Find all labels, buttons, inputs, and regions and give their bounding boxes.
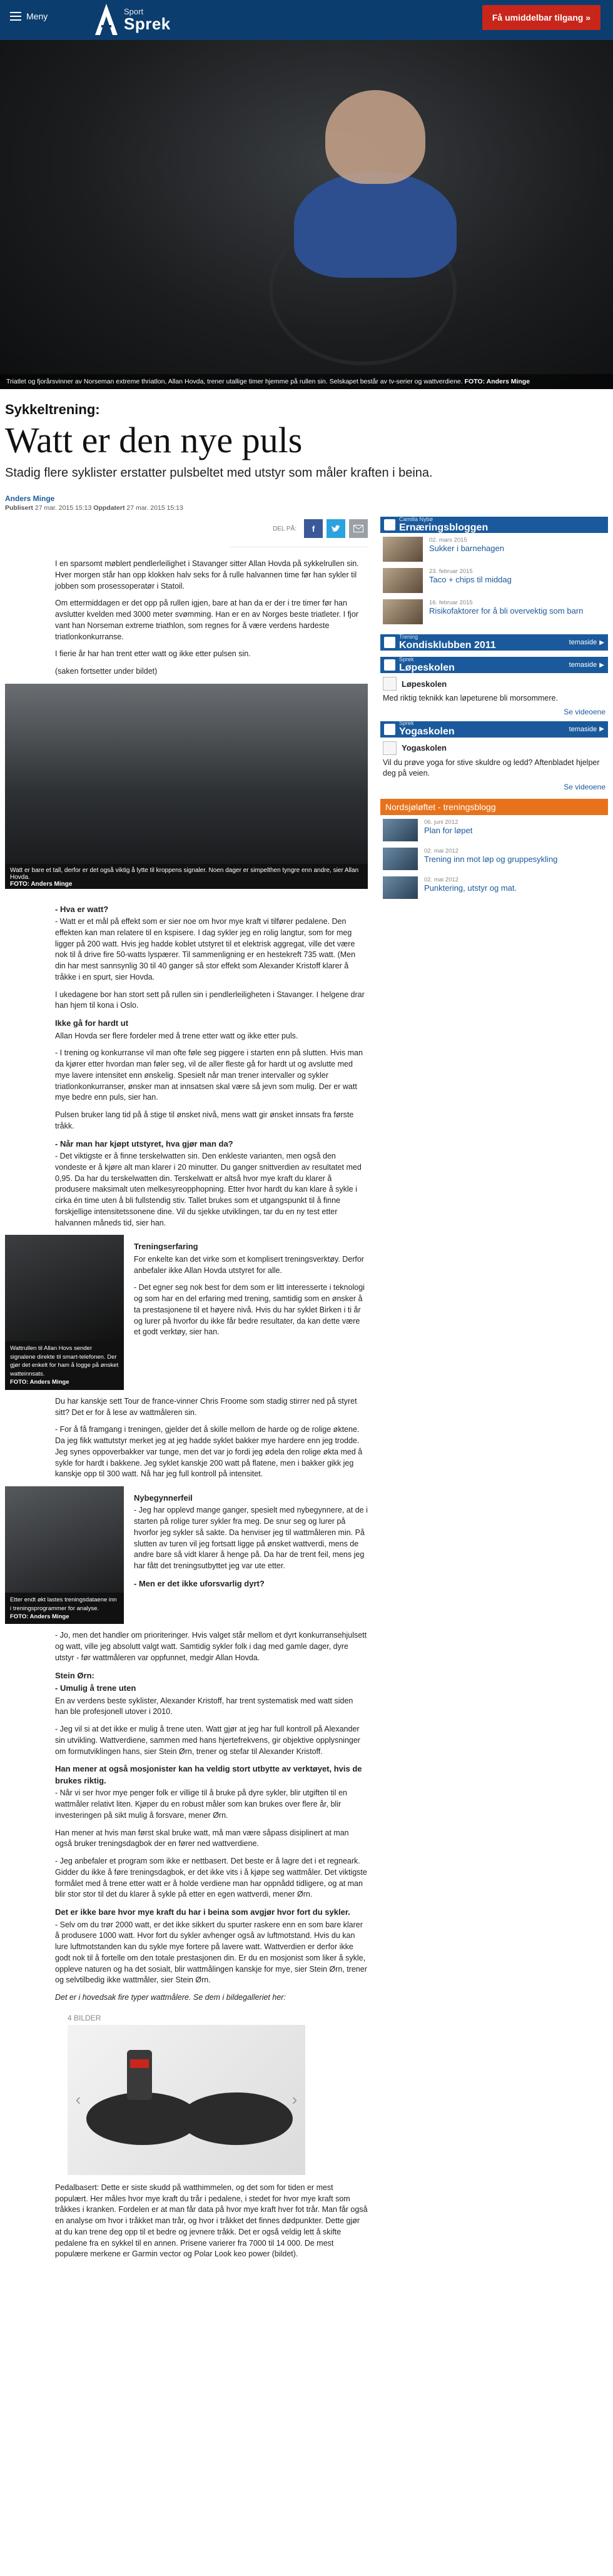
theme-title: Yogaskolen bbox=[399, 726, 455, 738]
thumbnail bbox=[383, 876, 418, 899]
blog-avatar-icon bbox=[384, 519, 395, 530]
subheading: Han mener at også mosjonister kan ha veldig stort utbytte av verktøyet, hvis de brukes riktig. bbox=[55, 1764, 362, 1785]
theme-header-yogaskolen[interactable] bbox=[380, 721, 608, 738]
figure-image bbox=[5, 684, 368, 864]
hero-torso-shape bbox=[294, 171, 457, 278]
figure-credit: FOTO: Anders Minge bbox=[10, 1379, 69, 1386]
subheading: Nybegynnerfeil bbox=[134, 1493, 193, 1503]
gallery-next-icon[interactable]: › bbox=[291, 2090, 298, 2109]
menu-label: Meny bbox=[26, 11, 48, 21]
video-icon bbox=[383, 741, 397, 755]
facebook-share-button[interactable] bbox=[304, 519, 323, 538]
article-dates bbox=[5, 504, 608, 512]
temaside-label: temaside bbox=[569, 725, 597, 733]
theme-icon bbox=[384, 637, 395, 648]
blog-date: 02. mai 2012 bbox=[424, 847, 458, 854]
thumbnail bbox=[383, 848, 418, 870]
paragraph: - I trening og konkurranse vil man ofte føle seg piggere i starten enn på slutten. Hvis man da kjører etter hvordan man føler seg, vil de aller fleste gå for hardt ut og avslutte med mye lavere intensitet enn ønskelig. Spesielt når man trener intervaller og sykler triatlonkonkurranser, ønsker man at innsatsen skal være så jevn som mulig. Der er watt mye bedre enn puls, sier han. bbox=[55, 1048, 363, 1102]
question-heading: - Hva er watt? bbox=[55, 904, 109, 914]
gallery-image[interactable] bbox=[68, 2025, 305, 2175]
paragraph: Allan Hovda ser flere fordeler med å trene etter watt og ikke etter puls. bbox=[55, 1031, 298, 1040]
figure-caption-text: Watt er bare et tall, derfor er det også viktig å lytte til kroppens signaler. Noen dager er simpelthen tyngre enn andre, sier Allan Hovda. bbox=[10, 866, 359, 881]
subheading: Ikke gå for hardt ut bbox=[55, 1018, 129, 1028]
paragraph: - Det egner seg nok best for dem som er litt interesserte i teknologi og som har en del erfaring med trening, samtidig som en ønsker å ta prestasjonene til et høyere nivå. Hvis du har syklet Birken i ti år og lurer på hvorfor du ikke får bedre resultater, da kan dette være et godt verktøy, sier han. bbox=[134, 1283, 365, 1337]
paragraph: - Watt er et mål på effekt som er sier noe om hvor mye kraft vi tilfører pedalene. Den effekten kan man relatere til en kspisere. I dag sykler jeg en rolig langtur, som for meg ligger på 200 watt. Hvis jeg hadde koblet utstyret til et elektrisk aggregat, ville det være nok til å drive fire 50-watts lyspærer. Til sammenligning er en hestekreft 735 watt. (Men din har mest sannsynlig 30 til 40 ganger så stor effekt som Alexander Kristoff klarer å tråkke i en spurt, sier Hovda. bbox=[55, 917, 356, 981]
blog-list bbox=[380, 815, 608, 909]
blog-header-nordsjoloftet[interactable]: Nordsjøløftet - treningsblogg bbox=[380, 799, 608, 815]
paragraph: En av verdens beste syklister, Alexander Kristoff, har trent systematisk med watt siden han ble profesjonell utover i 2010. bbox=[55, 1696, 353, 1716]
figure-phone bbox=[5, 1235, 124, 1389]
paragraph: I ukedagene bor han stort sett på rullen sin i pendlerleiligheten i Stavanger. I helgene drar han hjem til kona i Oslo. bbox=[55, 990, 365, 1010]
theme-icon bbox=[384, 724, 395, 735]
figure-laptop bbox=[5, 1486, 124, 1624]
arrow-right-icon: ▶ bbox=[599, 639, 604, 646]
article-kicker: Sykkeltrening: bbox=[5, 402, 100, 417]
logo-main: Sprek bbox=[124, 14, 171, 33]
paragraph: Om ettermiddagen er det opp på rullen igjen, bare at han da er der i tre timer før han avslutter kvelden med 3000 meter svømming. Han er en av Norges beste triatleter. I fjor vant han Norseman extreme triathlon, som regnes for å være verdens hardeste triatlonkonkurranse. bbox=[55, 599, 358, 641]
theme-icon bbox=[384, 659, 395, 671]
blog-date: 23. februar 2015 bbox=[429, 568, 473, 575]
theme-label: Trening bbox=[399, 633, 418, 640]
video-title[interactable]: Løpeskolen bbox=[402, 679, 447, 689]
updated-date: 27 mar. 2015 15:13 bbox=[126, 504, 183, 512]
blog-link[interactable]: Risikofaktorer for å bli overvektig som barn bbox=[429, 606, 584, 616]
arrow-right-icon: ▶ bbox=[599, 661, 604, 669]
figure-credit: FOTO: Anders Minge bbox=[10, 1613, 69, 1620]
figure-credit: FOTO: Anders Minge bbox=[10, 880, 73, 888]
figure-caption-text: Etter endt økt lastes treningsdataene inn i treningsprogrammer for analyse. bbox=[10, 1596, 117, 1612]
article-headline: Watt er den nye puls bbox=[5, 420, 303, 460]
see-videos-link[interactable]: Se videoene bbox=[564, 707, 605, 716]
hero-image bbox=[0, 40, 613, 389]
list-item[interactable] bbox=[383, 599, 605, 624]
theme-header-kondis[interactable] bbox=[380, 634, 608, 651]
gallery-count: 4 BILDER bbox=[68, 2013, 101, 2022]
paragraph: I en sparsomt møblert pendlerleilighet i Stavanger sitter Allan Hovda på sykkelrullen sin. Hver morgen står han opp klokken halv seks for å rulle halvannen time før han sykler til jobben som prosessoperatør i Statoil. bbox=[55, 559, 359, 591]
sidebar bbox=[380, 515, 608, 2266]
list-item[interactable] bbox=[383, 568, 605, 593]
paragraph: - Jeg vil si at det ikke er mulig å trene uten. Watt gjør at jeg har full kontroll på Alexander sin utvikling. Wattverdiene, sammen med hans hjertefrekvens, gir objektive opplysninger om formutviklingen hans, sier Stein Ørn, trener og stefar til Alexander Kristoff. bbox=[55, 1725, 360, 1756]
blog-date: 02. mars 2015 bbox=[429, 537, 467, 544]
blog-header-ernaering[interactable] bbox=[380, 517, 608, 533]
paragraph: - Selv om du trør 2000 watt, er det ikke sikkert du spurter raskere enn en som bare klarer å produsere 1000 watt. Hvor fort du sykler avhenger også av luftmotstand. Hvis du kan lure luftmotstanden kan du sykle mye fortere på lavere watt. Wattverdien er derfor ikke godt nok til å fortelle om den totale prestasjonen din. Er du en mosjonist som liker å sykle, oppleve naturen og ha det sosialt, blir wattmålingen kanskje for mye, sier Stein Ørn, trener og selvtilbedig ikke wattmåler, sier Stein Ørn. bbox=[55, 1920, 367, 1985]
paragraph: I fierie år har han trent etter watt og ikke etter pulsen sin. bbox=[55, 649, 251, 659]
published-date: 27 mar. 2015 15:13 bbox=[34, 504, 92, 512]
list-item[interactable] bbox=[383, 537, 605, 562]
hamburger-icon bbox=[10, 12, 21, 21]
figure-bike-trainer bbox=[5, 684, 368, 889]
figure-caption bbox=[5, 1593, 124, 1624]
thumbnail bbox=[383, 537, 423, 562]
site-logo[interactable] bbox=[94, 3, 171, 36]
subheading: Treningserfaring bbox=[134, 1242, 198, 1252]
see-videos-link[interactable]: Se videoene bbox=[564, 782, 605, 791]
blog-date: 16. februar 2015 bbox=[429, 599, 473, 606]
menu-button[interactable] bbox=[10, 11, 48, 21]
mail-icon bbox=[353, 525, 363, 532]
temaside-button[interactable] bbox=[569, 726, 604, 733]
video-icon bbox=[383, 677, 397, 691]
paragraph: - For å få framgang i treningen, gjelder det å skille mellom de harde og de rolige øktene. Da jeg fikk wattutstyr merket jeg at jeg hadde syklet bakker mye hardere enn jeg trodde. Jeg synes oppoverbakker var tunge, men det var jo fordi jeg ødela den rolige økta med å sykle for hardt i bakkene. Jeg syklet kanskje 200 watt på flatene, men i bakker gikk jeg kanskje opp til 300 watt. Nå har jeg full kontroll på intensitet. bbox=[55, 1425, 363, 1479]
image-gallery[interactable] bbox=[68, 2014, 305, 2175]
question-heading: - Når man har kjøpt utstyret, hva gjør man da? bbox=[55, 1138, 233, 1149]
video-title[interactable]: Yogaskolen bbox=[402, 743, 447, 753]
theme-title: Kondisklubben 2011 bbox=[399, 639, 496, 651]
theme-header-lopeskolen[interactable] bbox=[380, 657, 608, 673]
temaside-label: temaside bbox=[569, 639, 597, 646]
paragraph: - Jeg anbefaler et program som ikke er nettbasert. Det beste er å lagre det i et regneark. Gidder du ikke å føre treningsdagbok, er det ikke vits i å kjøpe seg wattmåler. Det viktigste formålet med å trene etter watt er å holde verdiene man har oppnådd tidligere, og at man blir stor stor til det du klarer å sykle på etter en egen wattverdi, mener Ørn. bbox=[55, 1857, 367, 1899]
paragraph: For enkelte kan det virke som et komplisert treningsverktøy. Derfor anbefaler ikke Allan Hovda utstyret for alle. bbox=[134, 1254, 364, 1275]
published-label: Publisert bbox=[5, 504, 33, 512]
paragraph: - Det viktigste er å finne terskelwatten sin. Den enkleste varianten, men også den vondeste er å kjøre alt man klarer i 20 minutter. Du ganger snittverdien av resultatet med 0,95. Da har du terskelwatten din. Terskelwatt er altså hvor mye kraft du klarer å produsere maksimalt uten melkesyreopphopning. Etter hvor hardt du kan klare å sykle i cirka én time uten å bli fullstendig stiv. Tallet brukes som et utgangspunkt til å finne forskjellige intensitetssonene dine. Vil du sjekke utviklingen, tar du en ny test etter halvannen måneds tid, sier han. bbox=[55, 1152, 362, 1227]
paragraph: - Når vi ser hvor mye penger folk er villige til å bruke på dyre sykler, blir utgiften til en wattmåler relativt liten. Kjøper du en robust måler som kan brukes over flere år, blir investeringen på sikt mulig å forsvare, mener Ørn. bbox=[55, 1788, 347, 1820]
figure-image bbox=[5, 1235, 124, 1341]
theme-label: Sprek bbox=[399, 720, 414, 727]
paragraph: - Jo, men det handler om prioriteringer. Hvis valget står mellom et dyrt konkurransehjulsett og watt, ville jeg absolutt valgt watt. Samtidig sykler folk i dag med gamle dager, dyre utstyr - før wattmåleren var oppfunnet, medgir Allan Hovda. bbox=[55, 1631, 367, 1662]
video-box bbox=[380, 673, 608, 721]
list-item[interactable] bbox=[383, 819, 605, 841]
paragraph: Det er i hovedsak fire typer wattmålere. Se dem i bildegalleriet her: bbox=[55, 1993, 286, 2002]
video-box bbox=[380, 738, 608, 796]
article-ingress: Stadig flere syklister erstatter pulsbeltet med utstyr som måler kraften i beina. bbox=[5, 466, 433, 480]
hero-caption-text: Triatlet og fjorårsvinner av Norseman extreme thriatlon, Allan Hovda, trener utallige timer hjemme på rullen sin. Selskapet består av tv-serier og wattverdiene. bbox=[6, 378, 463, 385]
paragraph: Du har kanskje sett Tour de france-vinner Chris Froome som stadig stirrer ned på styret sitt? Det er for å lese av wattmåleren sin. bbox=[55, 1396, 357, 1417]
figure-caption bbox=[5, 1341, 124, 1389]
paragraph: - Jeg har opplevd mange ganger, spesielt med nybegynnere, at de i starten på rolige turer sykler fra meg. De snur seg og lurer på hvorfor jeg sykler så sakte. Da henviser jeg til wattmåleren min. På slutten av turen vil jeg fortsatt ligge på ønsket wattverdi, mens de andre bare så vidt klarer å henge på. Da har de trent feil, mens jeg har fått det treningsutbyttet jeg var ute etter. bbox=[134, 1506, 368, 1571]
temaside-label: temaside bbox=[569, 661, 597, 669]
byline bbox=[0, 480, 613, 512]
blog-link[interactable]: Trening inn mot løp og gruppesykling bbox=[424, 854, 558, 864]
blog-link[interactable]: Sukker i barnehagen bbox=[429, 544, 504, 553]
subscribe-button[interactable]: Få umiddelbar tilgang » bbox=[482, 5, 600, 30]
share-label: DEL PÅ: bbox=[273, 525, 296, 532]
twitter-share-button[interactable] bbox=[327, 519, 345, 538]
paragraph: Pedalbasert: Dette er siste skudd på watthimmelen, og det som for tiden er mest populært. Her måles hvor mye kraft du trår i pedalene, i stedet for hvor mye kraft som tråkkes i kranken. Fordelen er at man får data på hvor mye kraft hver fot trår. Man får også en analyse om hvor i tråkket man trår, og hvor i tråkket det finnes dødpunkter. Dette gjør at du kan trene deg opp til et bedre og jevnere tråkk. Det er også veldig lett å skifte pedalene fra en sykkel til en annen. Prisene varierer fra 7000 til 14 000. De mest populære merkene er Garmin vector og Polar Look keo power (bildet). bbox=[55, 2183, 368, 2259]
paragraph: Pulsen bruker lang tid på å stige til ønsket nivå, mens watt gir ønsket innsats fra første tråkk. bbox=[55, 1110, 354, 1130]
paragraph: Han mener at hvis man først skal bruke watt, må man være såpass disiplinert at man også bruker treningsdagbok der en fører ned wattverdiene. bbox=[55, 1828, 349, 1848]
subheading: Det er ikke bare hvor mye kraft du har i beina som avgjør hvor fort du sykler. bbox=[55, 1907, 350, 1917]
facebook-icon: f bbox=[312, 524, 315, 534]
thumbnail bbox=[383, 568, 423, 593]
video-text: Med riktig teknikk kan løpeturene bli morsommere. bbox=[383, 694, 558, 702]
updated-label: Oppdatert bbox=[93, 504, 125, 512]
paragraph: (saken fortsetter under bildet) bbox=[55, 667, 158, 676]
hero-credit: FOTO: Anders Minge bbox=[464, 378, 530, 385]
blog-date: 06. juni 2012 bbox=[424, 818, 458, 826]
theme-title: Løpeskolen bbox=[399, 662, 455, 673]
twitter-icon bbox=[331, 524, 341, 533]
blog-date: 02. mai 2012 bbox=[424, 876, 458, 883]
site-header bbox=[0, 0, 613, 40]
blog-link[interactable]: Plan for løpet bbox=[424, 825, 473, 835]
figure-image bbox=[5, 1486, 124, 1593]
article-body bbox=[5, 515, 368, 2266]
hero-person-shape bbox=[325, 90, 425, 184]
figure-caption bbox=[5, 864, 368, 889]
email-share-button[interactable] bbox=[349, 519, 368, 538]
blog-title: Ernæringsbloggen bbox=[399, 522, 489, 533]
hero-caption bbox=[0, 374, 613, 389]
figure-caption-text: Wattrullen til Allan Hovs sender signalene direkte til smart-telefonen. Der gjør det enkelt for ham å logge på ønsket watteinnsats. bbox=[10, 1345, 119, 1377]
thumbnail bbox=[383, 599, 423, 624]
video-text: Vil du prøve yoga for stive skuldre og ledd? Aftenbladet hjelper deg på veien. bbox=[383, 758, 600, 778]
blog-link[interactable]: Taco + chips til middag bbox=[429, 575, 512, 584]
gallery-prev-icon[interactable]: ‹ bbox=[75, 2090, 81, 2109]
temaside-button[interactable] bbox=[569, 661, 604, 669]
share-bar bbox=[230, 515, 368, 547]
pedal-illustration bbox=[68, 2025, 305, 2175]
logo-sub: Sport bbox=[124, 6, 144, 16]
arrow-right-icon: ▶ bbox=[599, 726, 604, 733]
question-heading: - Men er det ikke uforsvarlig dyrt? bbox=[134, 1578, 265, 1588]
logo-a-icon bbox=[94, 3, 119, 36]
theme-label: Sprek bbox=[399, 656, 414, 662]
temaside-button[interactable] bbox=[569, 639, 604, 646]
blog-link[interactable]: Punktering, utstyr og mat. bbox=[424, 883, 517, 893]
thumbnail bbox=[383, 819, 418, 841]
author-link[interactable]: Anders Minge bbox=[5, 494, 55, 503]
subheading: - Umulig å trene uten bbox=[55, 1683, 136, 1693]
blog-list bbox=[380, 533, 608, 634]
blog-author: Camilla Nybø bbox=[399, 515, 433, 522]
subheading: Stein Ørn: bbox=[55, 1670, 94, 1680]
list-item[interactable] bbox=[383, 848, 605, 870]
list-item[interactable] bbox=[383, 876, 605, 899]
